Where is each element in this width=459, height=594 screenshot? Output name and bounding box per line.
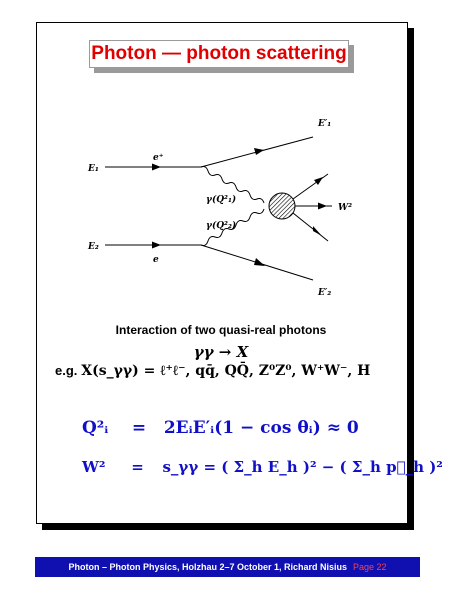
- example-formula: X(s_γγ) = ℓ⁺ℓ⁻, qq̄, QQ̄, Z⁰Z⁰, W⁺W⁻, H: [81, 363, 371, 379]
- out2-arrow: [254, 258, 265, 266]
- feynman-diagram: [60, 110, 360, 310]
- equation-q2: [82, 418, 359, 438]
- slide-title: Photon — photon scattering: [91, 43, 347, 64]
- hadron-line-1: [293, 174, 328, 199]
- label-out1: E′₁: [318, 119, 332, 129]
- out1-arrow: [254, 148, 264, 155]
- title-box: [89, 40, 349, 68]
- hadron-arrow-2: [318, 203, 327, 210]
- eq1-rhs: 2EᵢE′ᵢ(1 − cos θᵢ) ≈ 0: [163, 418, 359, 438]
- label-photon1: γ(Q²₁): [206, 195, 237, 205]
- label-beam2: E₂: [88, 242, 99, 252]
- example-line: [55, 362, 370, 380]
- footer-bar: [35, 557, 420, 577]
- label-photon2: γ(Q²₂): [206, 221, 237, 231]
- hadronic-blob: [269, 193, 295, 219]
- equation-w2: [82, 458, 443, 476]
- label-lepton-minus: e: [153, 255, 159, 265]
- eq2-lhs: W²: [82, 458, 106, 476]
- eq1-lhs: Q²ᵢ: [82, 418, 109, 438]
- eq2-rel: =: [131, 458, 144, 476]
- page-number: Page 22: [353, 562, 387, 572]
- footer-text: Photon – Photon Physics, Holzhau 2–7 October 1, Richard Nisius: [68, 562, 348, 572]
- label-beam1: E₁: [88, 164, 99, 174]
- hadron-arrow-3: [313, 226, 322, 236]
- beam2-arrow: [152, 242, 161, 249]
- process-formula: γγ → X: [193, 343, 249, 361]
- label-lepton-plus: e⁺: [153, 153, 164, 163]
- label-hadronic: W²: [338, 203, 353, 213]
- beam1-arrow: [152, 164, 161, 171]
- label-out2: E′₂: [318, 288, 332, 298]
- example-label: e.g.: [55, 363, 78, 378]
- eq1-rel: =: [131, 418, 147, 438]
- eq2-rhs: s_γγ = ( Σ_h E_h )² − ( Σ_h p⃗_h )²: [162, 458, 443, 476]
- hadron-arrow-1: [314, 177, 323, 185]
- caption: Interaction of two quasi-real photons: [115, 323, 327, 337]
- hadron-line-3: [293, 213, 328, 241]
